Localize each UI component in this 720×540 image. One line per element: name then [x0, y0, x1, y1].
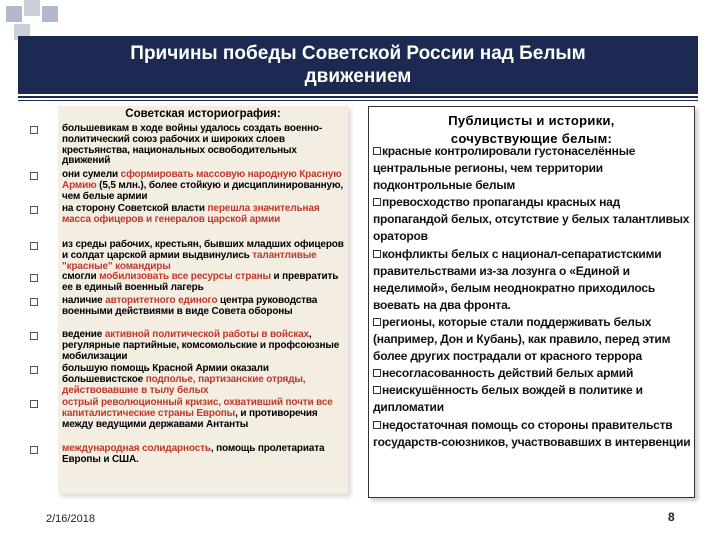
left-list-item	[62, 272, 344, 294]
decor-square	[6, 6, 22, 22]
highlighted-text: мобилизовать все ресурсы страны	[99, 271, 271, 282]
item-text: , регулярные партийные, комсомольские и профсоюзные мобилизации	[62, 329, 340, 362]
bullet-icon	[30, 400, 38, 408]
highlighted-text: авторитетного единого	[105, 295, 218, 306]
left-list-item	[62, 398, 344, 430]
right-heading-line-2: сочувствующие белым:	[450, 131, 613, 146]
left-list-item	[62, 124, 344, 167]
right-item-text: конфликты белых с национал-сепаратистскими правительствами из-за лозунга о «Единой и неделимой», белым неоднократно приходилось воевать на два фронта.	[373, 246, 662, 312]
bullet-icon	[30, 206, 38, 214]
decor-square	[24, 0, 40, 16]
item-text: на сторону Советской власти	[62, 203, 208, 214]
right-item-text: несогласованность действий белых армий	[382, 366, 634, 381]
checkbox-bullet-icon	[373, 250, 381, 258]
footer-date: 2/16/2018	[46, 513, 95, 525]
highlighted-text: сформировать массовую народную Красную Армию	[62, 169, 342, 191]
title-line-1: Причины победы Советской России над Белым	[130, 43, 586, 64]
title-underline-thin	[18, 100, 698, 101]
bullet-icon	[30, 126, 38, 134]
highlighted-text: острый революционный кризис, охвативший почти все капиталистические страны Европы	[62, 397, 333, 419]
left-heading: Советская историография:	[125, 108, 281, 120]
bullet-icon	[30, 274, 38, 282]
right-list-item	[373, 417, 693, 451]
title-line-2: движением	[304, 66, 412, 87]
left-list-item	[62, 204, 344, 226]
left-list-item	[62, 240, 344, 272]
item-text: (5,5 млн.), более стойкую и дисциплинированную, чем белые армии	[62, 179, 343, 202]
item-text: наличие	[62, 295, 106, 306]
right-item-text: недостаточная помощь со стороны правительств государств-союзников, участвовавших в интервенции	[373, 417, 691, 449]
item-text: , помощь пролетариата Европы и США.	[62, 443, 325, 465]
highlighted-text: подполье, партизанские отряды, действовавшие в тылу белых	[62, 373, 306, 396]
right-item-text: регионы, которые стали поддерживать белых (например, Дон и Кубань), как правило, перед этим более других пострадали от красного террора	[373, 314, 671, 364]
right-list-item	[373, 365, 693, 382]
item-text: большую помощь Красной Армии оказали большевистское	[62, 363, 269, 385]
highlighted-text: талантливые "красные" командиры	[62, 249, 317, 272]
right-list-item	[373, 246, 693, 314]
bullet-icon	[30, 298, 38, 306]
item-text: смогли	[62, 271, 100, 282]
highlighted-text: международная солидарность	[62, 443, 211, 454]
checkbox-bullet-icon	[373, 369, 381, 377]
left-list-item	[62, 296, 344, 318]
slide-title	[18, 36, 698, 94]
item-text: и превратить ее в единый военный лагерь	[62, 271, 339, 293]
title-underline	[18, 96, 698, 98]
item-text: центра руководства военными действиями в виде Совета обороны	[62, 295, 318, 317]
left-list-item	[62, 364, 344, 396]
item-text: ведение	[62, 329, 105, 340]
left-list-item	[62, 170, 344, 202]
right-item-text: превосходство пропаганды красных над пропагандой белых, отсутствие у белых талантливых ораторов	[373, 195, 690, 244]
right-list-item	[373, 194, 693, 245]
bullet-icon	[30, 446, 38, 454]
left-list-item	[62, 444, 344, 466]
highlighted-text: активной политической работы в войсках	[104, 329, 309, 340]
right-list-item	[373, 314, 693, 365]
checkbox-bullet-icon	[373, 421, 381, 429]
left-list-item	[62, 330, 344, 362]
checkbox-bullet-icon	[373, 386, 381, 394]
checkbox-bullet-icon	[373, 147, 381, 155]
item-text: из среды рабочих, крестьян, бывших младших офицеров и солдат царской армии выдвинулись	[62, 239, 344, 261]
right-list-item	[373, 382, 693, 416]
checkbox-bullet-icon	[373, 198, 381, 206]
right-list-item	[373, 143, 693, 194]
right-item-text: неискушённость белых вождей в политике и дипломатии	[373, 383, 643, 415]
right-list	[373, 143, 693, 451]
page-number: 8	[668, 510, 675, 524]
item-text: , и противоречия между ведущими державами Антанты	[62, 407, 318, 430]
checkbox-bullet-icon	[373, 318, 381, 326]
decor-square	[42, 6, 58, 22]
right-heading-line-1: Публицисты и историки,	[448, 113, 615, 128]
item-text: они сумели	[62, 169, 121, 180]
right-item-text: красные контролировали густонаселённые центральные регионы, чем территории подконтрольные белым	[373, 144, 636, 193]
item-text: большевикам в ходе войны удалось создать военно-политический союз рабочих и широких слоев крестьянства, национальных освободительных движений	[62, 123, 323, 167]
bullet-icon	[30, 242, 38, 250]
bullet-icon	[30, 172, 38, 180]
bullet-icon	[30, 366, 38, 374]
bullet-icon	[30, 332, 38, 340]
highlighted-text: перешла значительная масса офицеров и генералов царской армии	[62, 203, 320, 225]
